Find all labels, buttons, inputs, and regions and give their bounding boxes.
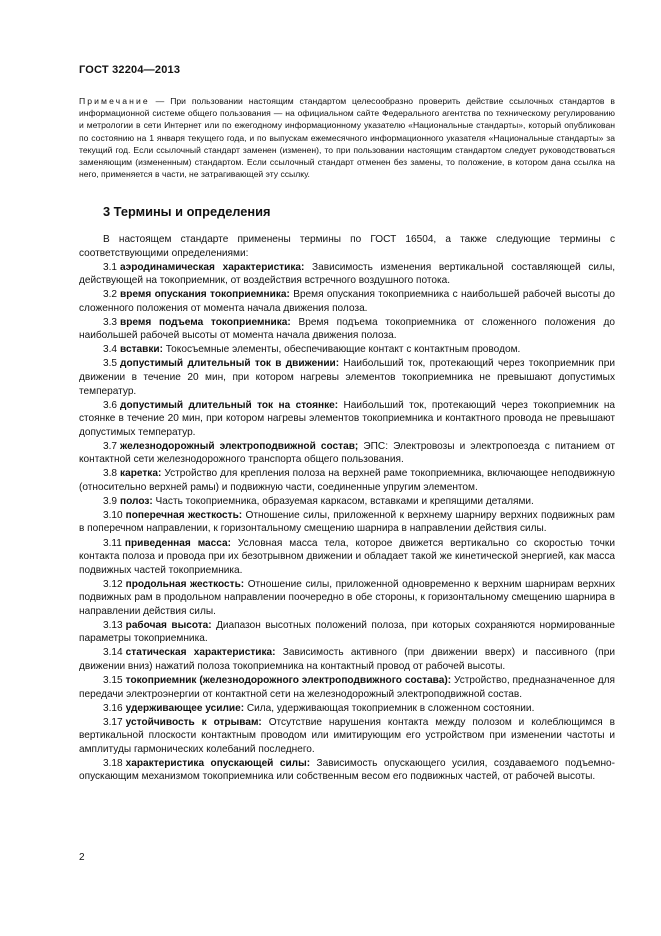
term-entry	[79, 440, 615, 467]
term-name: время опускания токоприемника:	[120, 289, 290, 301]
term-number: 3.16	[103, 702, 123, 714]
note-paragraph	[79, 95, 615, 180]
note-text: — При пользовании настоящим стандартом целесообразно проверить действие ссылочных стандартов в информационной системе общего пользования — на официальном сайте Федерального агентства по техническому регулированию и метрологии в сети Интернет или по ежегодному информационному указателю «Национальные стандарты», который опубликован по состоянию на 1 января текущего года, и по выпускам ежемесячного информационного указателя «Национальные стандарты» за текущий год. Если ссылочный стандарт заменен (изменен), то при пользовании настоящим стандартом следует руководствоваться заменяющим (измененным) стандартом. Если ссылочный стандарт отменен без замены, то положение, в котором дана ссылка на него, применяется в части, не затрагивающей эту ссылку.	[79, 96, 615, 180]
term-number: 3.3	[103, 316, 118, 328]
term-definition: Время опускания токоприемника с наибольшей рабочей высоты до сложенного положения от момента начала движения полоза.	[79, 289, 616, 314]
term-number: 3.5	[103, 358, 118, 370]
term-entry	[79, 467, 615, 494]
term-name: статическая характеристика:	[125, 647, 276, 659]
term-definition: Зависимость активного (при движении вверх) и пассивного (при движении вниз) нажатий полоза токоприемника на контактный провод от рабочей высоты.	[79, 647, 615, 672]
term-definition: Отсутствие нарушения контакта между полозом и колеблющимся в вертикальной плоскости контактным проводом или имитирующим его устройством при изменении частоты и амплитуды гармонических колебаний последнего.	[79, 716, 615, 755]
term-definition: Токосъемные элементы, обеспечивающие контакт с контактным проводом.	[163, 344, 521, 356]
term-definition: Устройство для крепления полоза на верхней раме токоприемника, включающее неподвижную (относительно верхней рамы) и подвижную части, соединенные упругим элементом.	[79, 468, 615, 493]
term-name: продольная жесткость:	[125, 578, 245, 590]
term-number: 3.15	[103, 675, 123, 686]
term-entry	[79, 261, 615, 288]
term-number: 3.14	[103, 647, 123, 659]
term-number: 3.17	[103, 716, 123, 728]
section-title: 3 Термины и определения	[103, 204, 271, 219]
term-entry	[79, 343, 615, 357]
term-entry	[79, 495, 615, 509]
term-entry	[79, 537, 615, 578]
term-definition: Часть токоприемника, образуемая каркасом, вставками и крепящими деталями.	[152, 495, 534, 507]
term-entry	[79, 619, 615, 646]
term-definition: Условная масса тела, которое движется вертикально со скоростью точки контакта полоза и провода при их безотрывном движении и обладает такой же кинетической энергией, как масса подвижных частей токоприемника.	[79, 537, 615, 576]
term-number: 3.10	[103, 509, 123, 521]
term-number: 3.12	[103, 578, 123, 590]
term-definition: Сила, удерживающая токоприемник в сложенном состоянии.	[244, 702, 535, 714]
term-definition: Отношение силы, приложенной к верхнему шарниру верхних подвижных рам в поперечном направлении, к горизонтальному смещению шарнира в направлении действия силы.	[79, 509, 615, 535]
term-entry	[79, 509, 615, 536]
term-entry	[79, 316, 615, 343]
term-name: характеристика опускающей силы:	[125, 757, 311, 769]
term-name: рабочая высота:	[125, 619, 212, 631]
term-number: 3.11	[103, 537, 122, 549]
term-definition: Наибольший ток, протекающий через токоприемник на стоянке в течение 20 мин, при котором нагревы элементов токоприемника и контактного провода не превышают допустимых температур.	[79, 399, 616, 438]
term-definition: ЭПС: Электровозы и электропоезда с питанием от контактной сети железнодорожного транспорта общего пользования.	[79, 440, 615, 466]
term-entry	[79, 674, 615, 701]
term-number: 3.8	[103, 468, 118, 480]
term-number: 3.6	[103, 399, 118, 411]
term-name: время подъема токоприемника:	[120, 316, 291, 328]
term-entry	[79, 646, 615, 673]
term-entry	[79, 357, 615, 398]
term-number: 3.9	[103, 495, 118, 507]
term-name: аэродинамическая характеристика:	[120, 261, 305, 273]
term-number: 3.4	[103, 344, 118, 356]
page-number: 2	[79, 852, 85, 863]
term-name: допустимый длительный ток на стоянке:	[120, 399, 339, 411]
term-definition: Зависимость опускающего усилия, создаваемого подъемно-опускающим механизмом токоприемника или собственным весом его подвижных частей, от рабочей высоты.	[79, 757, 615, 783]
term-definition: Зависимость изменения вертикальной составляющей силы, действующей на токоприемник, от воздействия встречного воздушного потока.	[79, 261, 615, 287]
term-name: удерживающее усилие:	[125, 702, 245, 714]
term-name: поперечная жесткость:	[125, 509, 243, 521]
term-definition: Наибольший ток, протекающий через токоприемник при движении в течение 20 мин, при котором нагревы элементов токоприемника не превышают допустимых температур.	[79, 358, 616, 397]
term-entry	[79, 716, 615, 757]
term-name: полоз:	[120, 495, 153, 507]
term-name: устойчивость к отрывам:	[125, 716, 262, 728]
term-number: 3.13	[103, 619, 123, 631]
document-header: ГОСТ 32204—2013	[79, 64, 181, 76]
term-name: вставки:	[120, 344, 163, 356]
term-entry	[79, 399, 615, 440]
intro-paragraph: В настоящем стандарте применены термины по ГОСТ 16504, а также следующие термины с соответствующими определениями:	[79, 234, 615, 259]
term-name: допустимый длительный ток в движении:	[120, 358, 340, 370]
note-label: Примечание	[79, 96, 150, 106]
term-definition: Отношение силы, приложенной одновременно к верхним шарнирам верхних подвижных рам в продольном направлении поочередно в обе стороны, к горизонтальному смещению шарнира в направлении действия силы.	[79, 578, 616, 617]
term-number: 3.2	[103, 289, 118, 301]
term-definition: Время подъема токоприемника от сложенного положения до наибольшей рабочей высоты от момента начала движения полоза.	[79, 316, 615, 342]
terms-body	[79, 233, 615, 784]
term-entry	[79, 288, 615, 315]
term-name: каретка:	[120, 468, 162, 480]
term-number: 3.7	[103, 440, 118, 452]
term-definition: Устройство, предназначенное для передачи электроэнергии от контактной сети на железнодорожный электроподвижной состав.	[79, 675, 615, 700]
term-name: токоприемник (железнодорожного электроподвижного состава):	[125, 675, 452, 686]
term-entry	[79, 578, 615, 619]
term-number: 3.18	[103, 757, 123, 769]
term-definition: Диапазон высотных положений полоза, при которых сохраняются нормированные параметры токоприемника.	[79, 619, 615, 645]
term-number: 3.1	[103, 261, 118, 273]
term-entry	[79, 757, 615, 784]
term-name: приведенная масса:	[124, 537, 231, 549]
term-entry	[79, 702, 615, 716]
term-name: железнодорожный электроподвижной состав;	[120, 440, 359, 452]
